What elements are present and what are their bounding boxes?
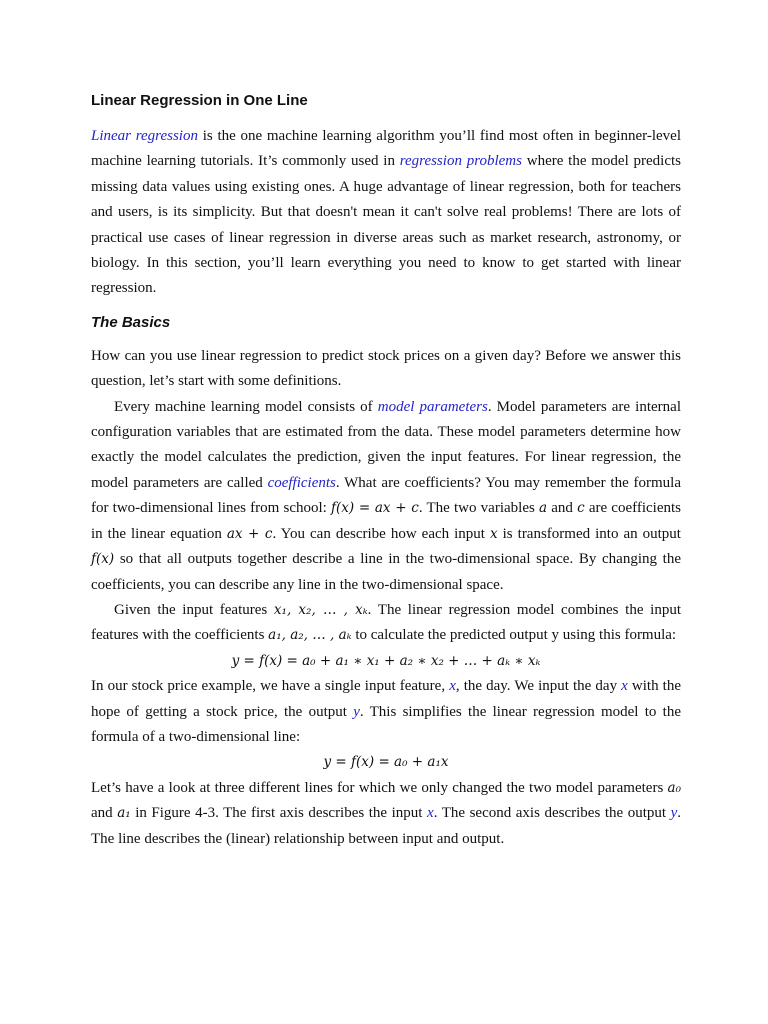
intro-text-2: where the model predicts missing data values using existing ones. A huge advantage of linear regression, both for teachers and users, is its simplicity. But that doesn't mean it can't solve real problems! There are lots of practical use cases of linear regression in diverse areas such as market research, astronomy, or biology. In this section, you’ll learn everything you need to know to get started with linear regression. — [91, 153, 681, 297]
basics-paragraph: How can you use linear regression to predict stock prices on a given day? Before we answer this question, let’s start with some definitions. — [91, 347, 681, 390]
features-text-1: Given the input features — [114, 601, 274, 618]
params-text-3: . What are coefficients? You may remember the formula for two-dimensional lines from school: — [91, 474, 682, 517]
linear-regression-link[interactable]: Linear regression — [91, 128, 198, 144]
input-features-paragraph — [91, 598, 681, 649]
equation-two-dimensional-line: y = f(x) = a₀ + a₁x — [323, 754, 449, 771]
math-var-x: x — [490, 525, 498, 542]
features-text-2: . The linear regression model combines the input features with the coefficients — [91, 601, 681, 644]
stock-text-3: with the hope of getting a stock price, the output — [91, 678, 681, 720]
coefficients-link[interactable]: coefficients — [267, 474, 336, 491]
params-text-5: and — [547, 500, 578, 517]
lines-text-3: in Figure 4-3. The first axis describes the input — [130, 805, 428, 822]
math-linear-equation: ax + c — [226, 525, 273, 542]
var-x-highlight: x — [449, 678, 456, 695]
model-parameters-paragraph — [91, 395, 681, 598]
params-text-7: . You can describe how each input — [272, 525, 490, 542]
math-var-a: a — [539, 500, 548, 517]
stock-example-paragraph — [91, 674, 681, 750]
params-text-8: is transformed into an output — [497, 525, 681, 542]
lines-text-4: . The second axis describes the output — [433, 805, 671, 822]
math-coefficient-list: a₁, a₂, … , aₖ — [268, 627, 352, 644]
params-text-4: . The two variables — [418, 500, 539, 517]
math-a0: a₀ — [667, 779, 681, 796]
var-x-highlight: x — [621, 678, 628, 695]
stock-text-4: . This simplifies the linear regression model to the formula of a two-dimensional line: — [91, 703, 681, 745]
stock-text-2: , the day. We input the day — [455, 678, 622, 695]
equation-linear-regression: y = f(x) = a₀ + a₁ ∗ x₁ + a₂ ∗ x₂ + … + aₖ ∗ xₖ — [231, 652, 541, 669]
lines-text-1: Let’s have a look at three different lines for which we only changed the two model parameters — [91, 779, 668, 796]
math-line-formula: f(x) = ax + c — [331, 500, 419, 517]
lines-text-2: and — [91, 805, 118, 822]
page-title: Linear Regression in One Line — [91, 92, 308, 109]
section-heading-basics: The Basics — [91, 313, 171, 331]
regression-problems-link[interactable]: regression problems — [399, 153, 522, 170]
features-text-3: to calculate the predicted output y using this formula: — [351, 627, 677, 644]
math-a1: a₁ — [117, 805, 131, 822]
stock-text-1: In our stock price example, we have a single input feature, — [91, 678, 450, 695]
math-fx: f(x) — [91, 551, 115, 568]
math-feature-list: x₁, x₂, … , xₖ — [273, 601, 368, 618]
document-body — [91, 90, 681, 852]
var-y-highlight: y — [353, 703, 360, 720]
intro-text-1: is the one machine learning algorithm you’ll find most often in beginner-level machine learning tutorials. It’s commonly used in — [91, 128, 681, 170]
params-text-6: are coefficients in the linear equation — [91, 500, 681, 542]
lines-text-5: . The line describes the (linear) relationship between input and output. — [91, 805, 681, 847]
params-text-9: so that all outputs together describe a line in the two-dimensional space. By changing the coefficients, you can describe any line in the two-dimensional space. — [91, 551, 681, 593]
var-y-highlight: y — [670, 805, 678, 822]
var-x-highlight: x — [427, 805, 434, 822]
intro-paragraph — [91, 124, 681, 302]
model-parameters-link[interactable]: model parameters — [377, 398, 488, 415]
math-var-c: c — [577, 500, 585, 517]
params-text-1: Every machine learning model consists of — [114, 398, 378, 415]
three-lines-paragraph — [91, 776, 681, 852]
params-text-2: . Model parameters are internal configuration variables that are estimated from the data. These model parameters determine how exactly the model calculates the prediction, given the input features. For linear regression, the model parameters are called — [91, 398, 681, 491]
